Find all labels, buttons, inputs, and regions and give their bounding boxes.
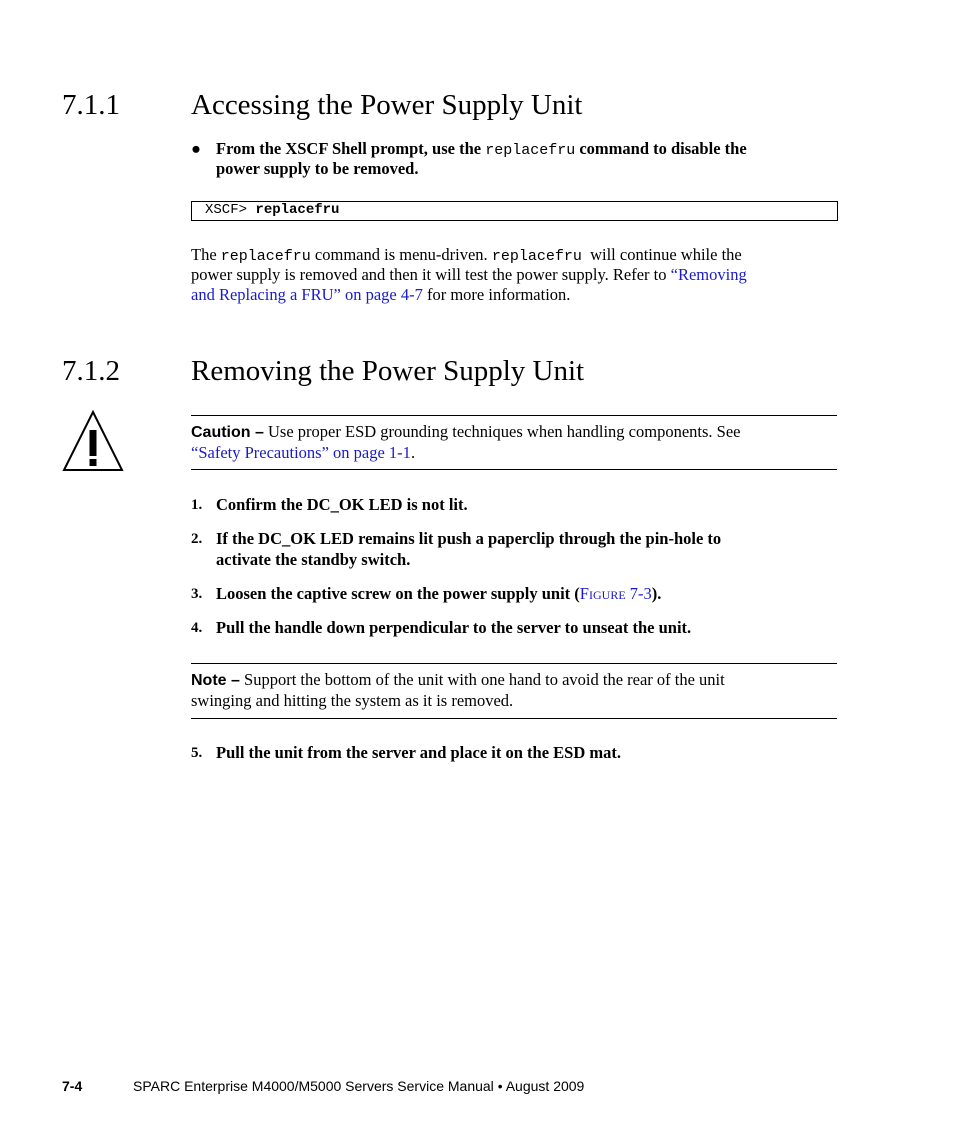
section-title-711: Accessing the Power Supply Unit bbox=[191, 89, 583, 121]
step-1-number: 1. bbox=[191, 497, 203, 513]
step-2-text: If the DC_OK LED remains lit push a paperclip through the pin-hole to bbox=[216, 529, 722, 548]
caution-label: Caution – bbox=[191, 424, 264, 441]
caution-line-1: Caution – Use proper ESD grounding techniques when handling components. See bbox=[191, 422, 741, 441]
step-5-number: 5. bbox=[191, 745, 203, 761]
section-title-712: Removing the Power Supply Unit bbox=[191, 355, 585, 387]
para-line-3: and Replacing a FRU” on page 4-7 for more information. bbox=[191, 285, 571, 304]
step-3-text: Loosen the captive screw on the power supply unit (FIGURE 7-3). bbox=[216, 584, 662, 603]
link-safety-precautions[interactable]: “Safety Precautions” on page 1-1 bbox=[191, 443, 411, 462]
footer-separator: • bbox=[497, 1078, 503, 1094]
section-number-712: 7.1.2 bbox=[62, 355, 120, 387]
note-label: Note – bbox=[191, 672, 240, 689]
caution-bottom-rule bbox=[191, 469, 837, 470]
step-3-number: 3. bbox=[191, 586, 203, 602]
note-line-1: Note – Support the bottom of the unit with one hand to avoid the rear of the unit bbox=[191, 670, 725, 689]
caution-triangle-icon bbox=[62, 410, 124, 472]
note-bottom-rule bbox=[191, 718, 837, 719]
caution-line-2: “Safety Precautions” on page 1-1. bbox=[191, 443, 416, 462]
link-removing-replacing-fru[interactable]: “Removing bbox=[670, 265, 747, 284]
code-line: XSCF> replacefru bbox=[205, 202, 340, 218]
inline-code: replacefru bbox=[485, 142, 576, 159]
bullet-line-1: From the XSCF Shell prompt, use the replacefru command to disable the bbox=[216, 139, 747, 159]
section-number-711: 7.1.1 bbox=[62, 89, 120, 121]
bullet-glyph: ● bbox=[191, 139, 201, 158]
note-top-rule bbox=[191, 663, 837, 664]
caution-top-rule bbox=[191, 415, 837, 416]
para-line-2: power supply is removed and then it will test the power supply. Refer to “Removing bbox=[191, 265, 747, 284]
step-1-text: Confirm the DC_OK LED is not lit. bbox=[216, 495, 468, 514]
step-4-text: Pull the handle down perpendicular to the server to unseat the unit. bbox=[216, 618, 692, 637]
code-box bbox=[191, 201, 838, 221]
step-4-number: 4. bbox=[191, 620, 203, 636]
step-2-text-cont: activate the standby switch. bbox=[216, 550, 411, 569]
note-line-2: swinging and hitting the system as it is removed. bbox=[191, 691, 514, 710]
bullet-line-2: power supply to be removed. bbox=[216, 159, 419, 178]
para-line-1: The replacefru command is menu-driven. replacefru will continue while the bbox=[191, 245, 742, 265]
step-5-text: Pull the unit from the server and place it on the ESD mat. bbox=[216, 743, 621, 762]
step-2-number: 2. bbox=[191, 531, 203, 547]
footer-page-number: 7-4 bbox=[62, 1078, 83, 1094]
link-removing-replacing-fru-cont[interactable]: and Replacing a FRU” on page 4-7 bbox=[191, 285, 423, 304]
footer-title: SPARC Enterprise M4000/M5000 Servers Service Manual • August 2009 bbox=[133, 1078, 585, 1094]
footer-date: August 2009 bbox=[505, 1078, 585, 1094]
code-command: replacefru bbox=[255, 202, 340, 218]
link-figure-7-3[interactable]: FIGURE 7-3 bbox=[579, 584, 652, 603]
